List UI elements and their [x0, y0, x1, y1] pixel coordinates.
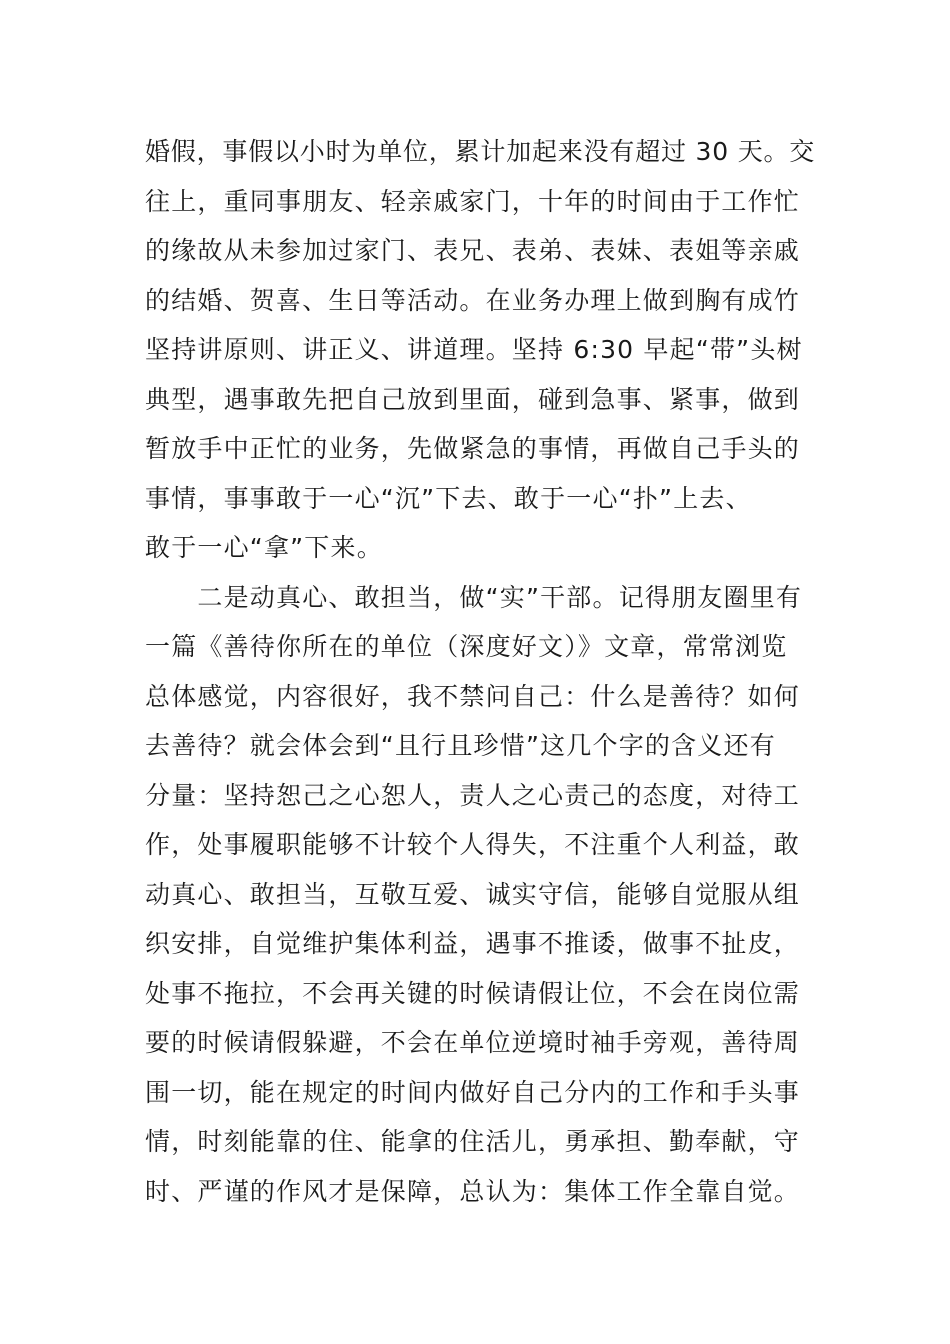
text-line: 坚持讲原则、讲正义、讲道理。坚持 6:30 早起“带”头树: [145, 335, 803, 364]
text-line: 处事不拖拉，不会再关键的时候请假让位，不会在岗位需: [145, 978, 801, 1008]
text-line: 围一切，能在规定的时间内做好自己分内的工作和手头事: [145, 1077, 801, 1107]
text-line: 敢于一心“拿”下来。: [145, 533, 383, 562]
text-line: 的结婚、贺喜、生日等活动。在业务办理上做到胸有成竹: [145, 285, 801, 315]
text-line: 织安排，自觉维护集体利益，遇事不推诿，做事不扯皮，: [145, 929, 801, 958]
text-line: 情，时刻能靠的住、能拿的住活儿，勇承担、勤奉献，守: [145, 1127, 801, 1156]
text-line: 去善待？就会体会到“且行且珍惜”这几个字的含义还有: [145, 731, 776, 760]
paragraph-start-line: 二是动真心、敢担当，做“实”干部。记得朋友圈里有: [145, 582, 803, 612]
text-line: 分量：坚持恕己之心恕人，责人之心责己的态度，对待工: [145, 780, 801, 810]
body-text: [145, 127, 815, 1216]
text-line: 一篇《善待你所在的单位（深度好文）》文章，常常浏览: [145, 632, 788, 661]
text-line: 暂放手中正忙的业务，先做紧急的事情，再做自己手头的: [145, 434, 801, 463]
text-line: 事情，事事敢于一心“沉”下去、敢于一心“扑”上去、: [145, 483, 752, 513]
text-line: 动真心、敢担当，互敬互爱、诚实守信，能够自觉服从组: [145, 879, 801, 909]
text-line: 要的时候请假躲避，不会在单位逆境时袖手旁观，善待周: [145, 1028, 801, 1057]
text-line: 的缘故从未参加过家门、表兄、表弟、表妹、表姐等亲戚: [145, 236, 801, 265]
text-line: 典型，遇事敢先把自己放到里面，碰到急事、紧事，做到: [145, 384, 801, 414]
text-line: 时、严谨的作风才是保障，总认为：集体工作全靠自觉。: [145, 1176, 801, 1206]
text-line: 作，处事履职能够不计较个人得失，不注重个人利益，敢: [145, 830, 801, 859]
text-line: 婚假，事假以小时为单位，累计加起来没有超过 30 天。交: [145, 137, 816, 166]
text-line: 往上，重同事朋友、轻亲戚家门，十年的时间由于工作忙: [145, 186, 801, 216]
text-line: 总体感觉，内容很好，我不禁问自己：什么是善待？如何: [145, 681, 801, 711]
